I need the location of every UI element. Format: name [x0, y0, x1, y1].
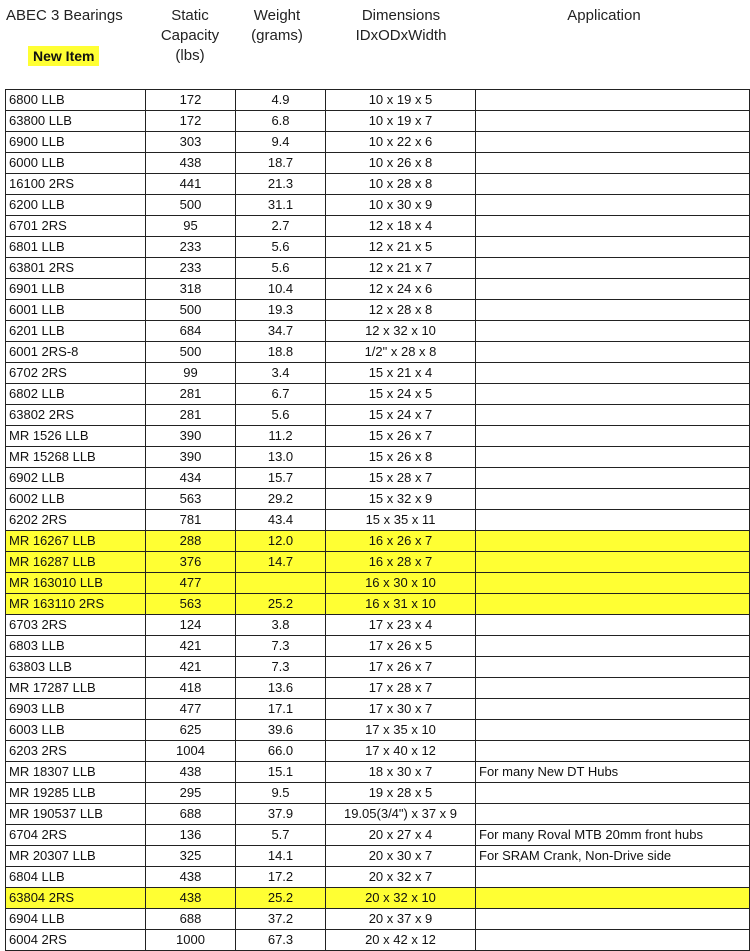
- table-row: [6, 699, 750, 720]
- cell-name: MR 16287 LLB: [6, 552, 146, 573]
- cell-weight: 17.2: [236, 867, 326, 888]
- table-row: [6, 762, 750, 783]
- cell-weight: 18.8: [236, 342, 326, 363]
- cell-application: [476, 699, 750, 720]
- cell-dimensions: 18 x 30 x 7: [326, 762, 476, 783]
- cell-application: [476, 363, 750, 384]
- cell-weight: 11.2: [236, 426, 326, 447]
- table-row: [6, 468, 750, 489]
- cell-weight: 34.7: [236, 321, 326, 342]
- cell-capacity: 390: [146, 447, 236, 468]
- cell-weight: 6.8: [236, 111, 326, 132]
- table-row: [6, 384, 750, 405]
- cell-name: 63801 2RS: [6, 258, 146, 279]
- table-row: [6, 237, 750, 258]
- cell-dimensions: 17 x 28 x 7: [326, 678, 476, 699]
- cell-dimensions: 10 x 22 x 6: [326, 132, 476, 153]
- cell-application: [476, 90, 750, 111]
- cell-dimensions: 20 x 27 x 4: [326, 825, 476, 846]
- table-row: [6, 405, 750, 426]
- cell-application: [476, 615, 750, 636]
- cell-name: MR 18307 LLB: [6, 762, 146, 783]
- cell-dimensions: 15 x 32 x 9: [326, 489, 476, 510]
- cell-weight: 66.0: [236, 741, 326, 762]
- cell-dimensions: 16 x 31 x 10: [326, 594, 476, 615]
- cell-name: 6703 2RS: [6, 615, 146, 636]
- cell-name: MR 163110 2RS: [6, 594, 146, 615]
- cell-capacity: 688: [146, 909, 236, 930]
- cell-weight: 67.3: [236, 930, 326, 951]
- cell-weight: 15.7: [236, 468, 326, 489]
- cell-capacity: 421: [146, 657, 236, 678]
- cell-application: [476, 426, 750, 447]
- cell-name: 63800 LLB: [6, 111, 146, 132]
- cell-capacity: 477: [146, 573, 236, 594]
- cell-capacity: 441: [146, 174, 236, 195]
- cell-capacity: 625: [146, 720, 236, 741]
- cell-name: MR 1526 LLB: [6, 426, 146, 447]
- cell-capacity: 1004: [146, 741, 236, 762]
- cell-weight: 5.6: [236, 405, 326, 426]
- header-dimensions: Dimensions IDxODxWidth: [355, 7, 447, 44]
- table-row: [6, 111, 750, 132]
- table-row: [6, 636, 750, 657]
- cell-name: 63804 2RS: [6, 888, 146, 909]
- table-row: [6, 195, 750, 216]
- table-row: [6, 321, 750, 342]
- table-row: [6, 363, 750, 384]
- cell-capacity: 288: [146, 531, 236, 552]
- cell-capacity: 477: [146, 699, 236, 720]
- cell-application: [476, 531, 750, 552]
- table-row-new-item: [6, 552, 750, 573]
- cell-dimensions: 12 x 28 x 8: [326, 300, 476, 321]
- cell-capacity: 563: [146, 489, 236, 510]
- table-row: [6, 909, 750, 930]
- table-row: [6, 804, 750, 825]
- cell-capacity: 500: [146, 342, 236, 363]
- cell-application: [476, 867, 750, 888]
- cell-application: [476, 132, 750, 153]
- cell-weight: 3.8: [236, 615, 326, 636]
- table-row: [6, 279, 750, 300]
- table-row-new-item: [6, 573, 750, 594]
- table-row: [6, 720, 750, 741]
- cell-application: [476, 573, 750, 594]
- cell-dimensions: 16 x 30 x 10: [326, 573, 476, 594]
- table-row: [6, 657, 750, 678]
- cell-capacity: 376: [146, 552, 236, 573]
- cell-dimensions: 15 x 21 x 4: [326, 363, 476, 384]
- cell-application: [476, 216, 750, 237]
- cell-application: [476, 741, 750, 762]
- cell-application: [476, 468, 750, 489]
- cell-dimensions: 19.05(3/4") x 37 x 9: [326, 804, 476, 825]
- cell-weight: 12.0: [236, 531, 326, 552]
- cell-dimensions: 10 x 28 x 8: [326, 174, 476, 195]
- cell-dimensions: 20 x 30 x 7: [326, 846, 476, 867]
- cell-weight: 21.3: [236, 174, 326, 195]
- cell-weight: 17.1: [236, 699, 326, 720]
- cell-name: MR 190537 LLB: [6, 804, 146, 825]
- cell-application: [476, 888, 750, 909]
- cell-capacity: 421: [146, 636, 236, 657]
- table-row: [6, 867, 750, 888]
- cell-application: [476, 111, 750, 132]
- cell-application: [476, 804, 750, 825]
- cell-name: 6901 LLB: [6, 279, 146, 300]
- cell-dimensions: 20 x 37 x 9: [326, 909, 476, 930]
- cell-application: [476, 405, 750, 426]
- table-row: [6, 489, 750, 510]
- cell-capacity: 303: [146, 132, 236, 153]
- cell-weight: 5.7: [236, 825, 326, 846]
- cell-capacity: 418: [146, 678, 236, 699]
- header-bearings: ABEC 3 Bearings: [6, 7, 123, 24]
- cell-name: MR 17287 LLB: [6, 678, 146, 699]
- cell-application: For SRAM Crank, Non-Drive side: [476, 846, 750, 867]
- cell-dimensions: 17 x 30 x 7: [326, 699, 476, 720]
- cell-dimensions: 12 x 24 x 6: [326, 279, 476, 300]
- cell-application: [476, 447, 750, 468]
- cell-name: 6803 LLB: [6, 636, 146, 657]
- cell-name: MR 163010 LLB: [6, 573, 146, 594]
- cell-application: For many New DT Hubs: [476, 762, 750, 783]
- cell-name: 16100 2RS: [6, 174, 146, 195]
- cell-dimensions: 20 x 32 x 7: [326, 867, 476, 888]
- cell-capacity: 136: [146, 825, 236, 846]
- cell-application: [476, 258, 750, 279]
- cell-dimensions: 10 x 19 x 7: [326, 111, 476, 132]
- cell-name: 6001 LLB: [6, 300, 146, 321]
- cell-dimensions: 1/2" x 28 x 8: [326, 342, 476, 363]
- cell-application: [476, 930, 750, 951]
- cell-weight: 39.6: [236, 720, 326, 741]
- cell-capacity: 172: [146, 90, 236, 111]
- cell-name: 6000 LLB: [6, 153, 146, 174]
- cell-capacity: 438: [146, 888, 236, 909]
- cell-name: 6802 LLB: [6, 384, 146, 405]
- cell-dimensions: 19 x 28 x 5: [326, 783, 476, 804]
- cell-capacity: 500: [146, 195, 236, 216]
- table-row: [6, 174, 750, 195]
- cell-weight: 37.9: [236, 804, 326, 825]
- cell-capacity: 500: [146, 300, 236, 321]
- cell-capacity: 438: [146, 153, 236, 174]
- cell-application: [476, 678, 750, 699]
- cell-dimensions: 12 x 32 x 10: [326, 321, 476, 342]
- cell-application: [476, 153, 750, 174]
- cell-name: 6702 2RS: [6, 363, 146, 384]
- cell-name: 6701 2RS: [6, 216, 146, 237]
- table-row: [6, 258, 750, 279]
- cell-weight: 31.1: [236, 195, 326, 216]
- cell-capacity: 781: [146, 510, 236, 531]
- cell-capacity: 99: [146, 363, 236, 384]
- cell-dimensions: 15 x 26 x 7: [326, 426, 476, 447]
- cell-dimensions: 15 x 24 x 5: [326, 384, 476, 405]
- cell-application: [476, 552, 750, 573]
- table-row: [6, 447, 750, 468]
- cell-application: [476, 636, 750, 657]
- cell-dimensions: 17 x 23 x 4: [326, 615, 476, 636]
- cell-name: 6800 LLB: [6, 90, 146, 111]
- header-weight: Weight (grams): [251, 7, 303, 44]
- cell-weight: 4.9: [236, 90, 326, 111]
- cell-name: 63803 LLB: [6, 657, 146, 678]
- cell-capacity: 563: [146, 594, 236, 615]
- cell-application: [476, 384, 750, 405]
- cell-name: 6804 LLB: [6, 867, 146, 888]
- cell-name: 63802 2RS: [6, 405, 146, 426]
- cell-dimensions: 16 x 28 x 7: [326, 552, 476, 573]
- table-row-new-item: [6, 531, 750, 552]
- cell-name: 6200 LLB: [6, 195, 146, 216]
- cell-dimensions: 15 x 26 x 8: [326, 447, 476, 468]
- header-application: Application: [567, 7, 641, 24]
- cell-capacity: 438: [146, 867, 236, 888]
- cell-dimensions: 12 x 18 x 4: [326, 216, 476, 237]
- cell-weight: 13.0: [236, 447, 326, 468]
- cell-weight: 14.7: [236, 552, 326, 573]
- cell-capacity: 434: [146, 468, 236, 489]
- cell-weight: 7.3: [236, 657, 326, 678]
- cell-capacity: 438: [146, 762, 236, 783]
- cell-dimensions: 15 x 28 x 7: [326, 468, 476, 489]
- cell-dimensions: 15 x 35 x 11: [326, 510, 476, 531]
- cell-name: 6003 LLB: [6, 720, 146, 741]
- cell-capacity: 325: [146, 846, 236, 867]
- table-row: [6, 678, 750, 699]
- cell-weight: 9.5: [236, 783, 326, 804]
- cell-application: [476, 594, 750, 615]
- cell-name: 6201 LLB: [6, 321, 146, 342]
- cell-capacity: 95: [146, 216, 236, 237]
- cell-dimensions: 16 x 26 x 7: [326, 531, 476, 552]
- cell-name: MR 20307 LLB: [6, 846, 146, 867]
- cell-capacity: 281: [146, 384, 236, 405]
- table-row: [6, 615, 750, 636]
- cell-name: 6903 LLB: [6, 699, 146, 720]
- cell-weight: 25.2: [236, 594, 326, 615]
- cell-weight: 5.6: [236, 237, 326, 258]
- cell-weight: [236, 573, 326, 594]
- cell-capacity: 1000: [146, 930, 236, 951]
- cell-capacity: 318: [146, 279, 236, 300]
- table-row: [6, 510, 750, 531]
- cell-capacity: 172: [146, 111, 236, 132]
- cell-name: 6900 LLB: [6, 132, 146, 153]
- cell-name: MR 15268 LLB: [6, 447, 146, 468]
- cell-weight: 2.7: [236, 216, 326, 237]
- cell-name: 6203 2RS: [6, 741, 146, 762]
- cell-application: [476, 300, 750, 321]
- cell-capacity: 124: [146, 615, 236, 636]
- cell-weight: 5.6: [236, 258, 326, 279]
- cell-name: 6004 2RS: [6, 930, 146, 951]
- cell-dimensions: 17 x 26 x 7: [326, 657, 476, 678]
- cell-capacity: 295: [146, 783, 236, 804]
- cell-name: MR 16267 LLB: [6, 531, 146, 552]
- table-row: [6, 825, 750, 846]
- cell-weight: 9.4: [236, 132, 326, 153]
- cell-weight: 3.4: [236, 363, 326, 384]
- table-row: [6, 153, 750, 174]
- cell-weight: 25.2: [236, 888, 326, 909]
- header-static-capacity: Static Capacity (lbs): [160, 7, 220, 64]
- cell-name: 6902 LLB: [6, 468, 146, 489]
- cell-weight: 10.4: [236, 279, 326, 300]
- table-row: [6, 846, 750, 867]
- table-row: [6, 930, 750, 951]
- cell-name: 6001 2RS-8: [6, 342, 146, 363]
- cell-capacity: 233: [146, 258, 236, 279]
- cell-application: [476, 279, 750, 300]
- table-row: [6, 90, 750, 111]
- cell-weight: 37.2: [236, 909, 326, 930]
- cell-name: 6202 2RS: [6, 510, 146, 531]
- table-row: [6, 741, 750, 762]
- cell-dimensions: 12 x 21 x 5: [326, 237, 476, 258]
- cell-name: MR 19285 LLB: [6, 783, 146, 804]
- cell-weight: 43.4: [236, 510, 326, 531]
- cell-dimensions: 20 x 32 x 10: [326, 888, 476, 909]
- cell-name: 6704 2RS: [6, 825, 146, 846]
- cell-name: 6904 LLB: [6, 909, 146, 930]
- cell-weight: 14.1: [236, 846, 326, 867]
- cell-dimensions: 17 x 26 x 5: [326, 636, 476, 657]
- cell-application: [476, 174, 750, 195]
- cell-dimensions: 20 x 42 x 12: [326, 930, 476, 951]
- cell-name: 6002 LLB: [6, 489, 146, 510]
- cell-weight: 7.3: [236, 636, 326, 657]
- cell-dimensions: 15 x 24 x 7: [326, 405, 476, 426]
- cell-dimensions: 10 x 26 x 8: [326, 153, 476, 174]
- table-row: [6, 300, 750, 321]
- table-row: [6, 342, 750, 363]
- cell-application: [476, 489, 750, 510]
- cell-dimensions: 12 x 21 x 7: [326, 258, 476, 279]
- cell-application: [476, 720, 750, 741]
- cell-dimensions: 10 x 30 x 9: [326, 195, 476, 216]
- cell-application: [476, 510, 750, 531]
- cell-capacity: 390: [146, 426, 236, 447]
- cell-capacity: 281: [146, 405, 236, 426]
- new-item-legend: New Item: [28, 46, 99, 66]
- cell-weight: 15.1: [236, 762, 326, 783]
- cell-capacity: 684: [146, 321, 236, 342]
- table-row: [6, 783, 750, 804]
- cell-weight: 6.7: [236, 384, 326, 405]
- table-row: [6, 216, 750, 237]
- cell-name: 6801 LLB: [6, 237, 146, 258]
- cell-application: [476, 909, 750, 930]
- table-row-new-item: [6, 594, 750, 615]
- cell-application: For many Roval MTB 20mm front hubs: [476, 825, 750, 846]
- cell-application: [476, 321, 750, 342]
- cell-weight: 29.2: [236, 489, 326, 510]
- cell-application: [476, 657, 750, 678]
- cell-capacity: 688: [146, 804, 236, 825]
- bearings-table: [5, 89, 750, 951]
- cell-dimensions: 17 x 35 x 10: [326, 720, 476, 741]
- cell-dimensions: 17 x 40 x 12: [326, 741, 476, 762]
- cell-application: [476, 237, 750, 258]
- cell-dimensions: 10 x 19 x 5: [326, 90, 476, 111]
- table-row-new-item: [6, 888, 750, 909]
- cell-capacity: 233: [146, 237, 236, 258]
- cell-weight: 18.7: [236, 153, 326, 174]
- cell-weight: 19.3: [236, 300, 326, 321]
- table-row: [6, 132, 750, 153]
- table-row: [6, 426, 750, 447]
- cell-application: [476, 783, 750, 804]
- cell-application: [476, 342, 750, 363]
- cell-application: [476, 195, 750, 216]
- cell-weight: 13.6: [236, 678, 326, 699]
